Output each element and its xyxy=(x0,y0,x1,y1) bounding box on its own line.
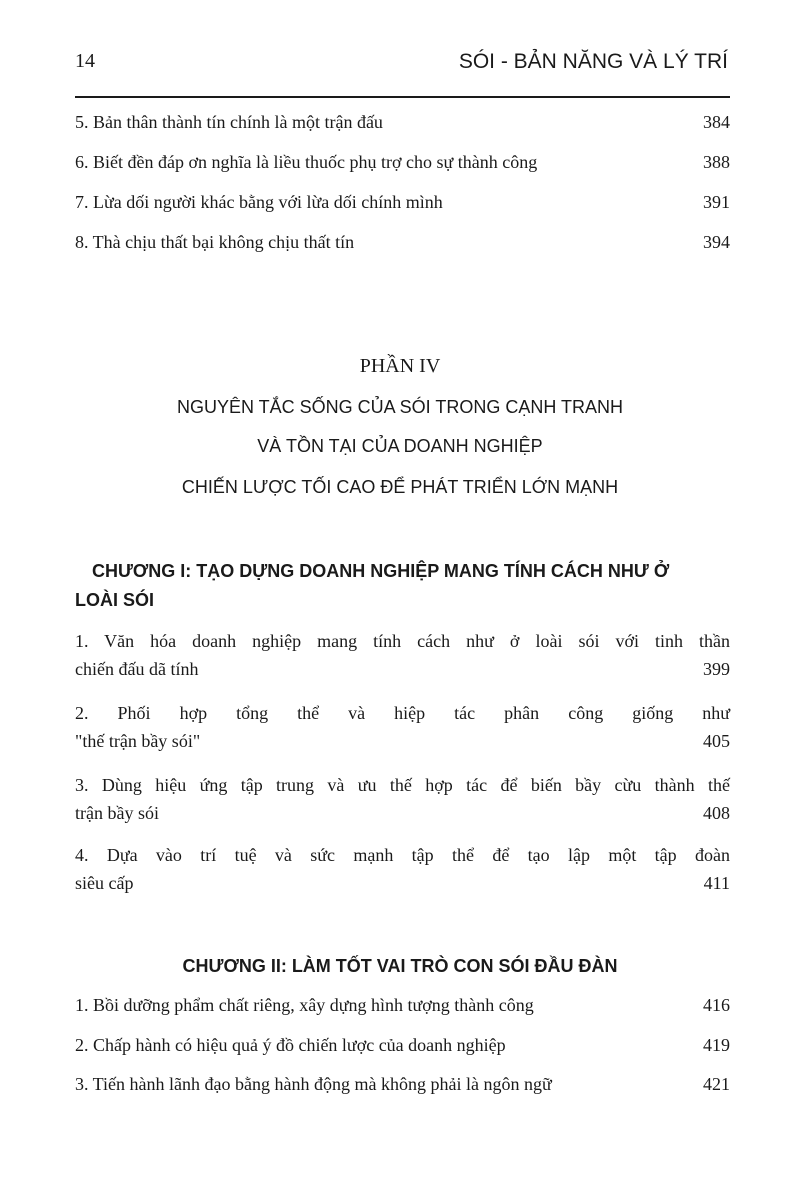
toc-entry-text: siêu cấp xyxy=(75,873,134,893)
toc-entry xyxy=(75,150,730,174)
toc-entry-line1: 2. Phối hợp tổng thể và hiệp tác phân công giống như xyxy=(75,703,730,723)
toc-entry-text: 2. Chấp hành có hiệu quả ý đồ chiến lược của doanh nghiệp xyxy=(75,1035,506,1055)
toc-entry-text: 8. Thà chịu thất bại không chịu thất tín xyxy=(75,232,355,252)
toc-entry-page: 416 xyxy=(703,995,730,1015)
toc-entry-text: 7. Lừa dối người khác bằng với lừa dối chính mình xyxy=(75,192,443,212)
chapter-title: CHƯƠNG II: LÀM TỐT VAI TRÒ CON SÓI ĐẦU ĐÀN xyxy=(182,956,618,976)
toc-entry-page: 384 xyxy=(703,112,730,132)
toc-entry xyxy=(75,110,730,134)
toc-entry xyxy=(75,230,730,254)
toc-entry xyxy=(75,993,730,1017)
toc-entry-page: 394 xyxy=(703,232,730,252)
part-subtitle: VÀ TỒN TẠI CỦA DOANH NGHIỆP xyxy=(257,436,543,456)
toc-entry-page: 405 xyxy=(703,731,730,751)
header-rule xyxy=(75,96,730,98)
toc-entry xyxy=(75,801,730,825)
toc-entry-page: 421 xyxy=(703,1074,730,1094)
toc-entry-line1: 1. Văn hóa doanh nghiệp mang tính cách như ở loài sói với tinh thần xyxy=(75,631,730,651)
toc-entry-line1: 3. Dùng hiệu ứng tập trung và ưu thế hợp tác để biến bầy cừu thành thế xyxy=(75,775,730,795)
toc-entry-page: 388 xyxy=(703,152,730,172)
toc-entry-page: 411 xyxy=(703,873,730,893)
toc-entry xyxy=(75,729,730,753)
toc-entry-text: "thế trận bầy sói" xyxy=(75,731,201,751)
toc-entry-page: 408 xyxy=(703,803,730,823)
page-number: 14 xyxy=(75,50,95,72)
part-subtitle: NGUYÊN TẮC SỐNG CỦA SÓI TRONG CẠNH TRANH xyxy=(176,397,624,417)
toc-entry-text: 5. Bản thân thành tín chính là một trận đấu xyxy=(75,112,383,132)
toc-entry-page: 419 xyxy=(703,1035,730,1055)
toc-entry xyxy=(75,1072,730,1096)
toc-entry-page: 391 xyxy=(703,192,730,212)
toc-entry-text: 6. Biết đền đáp ơn nghĩa là liều thuốc phụ trợ cho sự thành công xyxy=(75,152,538,172)
toc-entry-line1: 4. Dựa vào trí tuệ và sức mạnh tập thể để tạo lập một tập đoàn xyxy=(75,845,730,865)
toc-entry xyxy=(75,1033,730,1057)
toc-entry-text: chiến đấu dã tính xyxy=(75,659,199,679)
toc-entry xyxy=(75,190,730,214)
toc-entry-text: trận bầy sói xyxy=(75,803,159,823)
part-title: PHẦN IV xyxy=(359,355,441,377)
chapter-title-cont: LOÀI SÓI xyxy=(75,590,155,610)
chapter-title: CHƯƠNG I: TẠO DỰNG DOANH NGHIỆP MANG TÍNH CÁCH NHƯ Ở xyxy=(92,561,670,581)
toc-entry xyxy=(75,657,730,681)
toc-entry xyxy=(75,871,730,895)
toc-entry-text: 1. Bồi dưỡng phẩm chất riêng, xây dựng hình tượng thành công xyxy=(75,995,534,1015)
toc-entry-page: 399 xyxy=(703,659,730,679)
running-header-title: SÓI - BẢN NĂNG VÀ LÝ TRÍ xyxy=(458,50,728,73)
part-subtitle: CHIẾN LƯỢC TỐI CAO ĐỂ PHÁT TRIỂN LỚN MẠNH xyxy=(181,477,619,497)
toc-entry-text: 3. Tiến hành lãnh đạo bằng hành động mà không phải là ngôn ngữ xyxy=(75,1074,552,1094)
